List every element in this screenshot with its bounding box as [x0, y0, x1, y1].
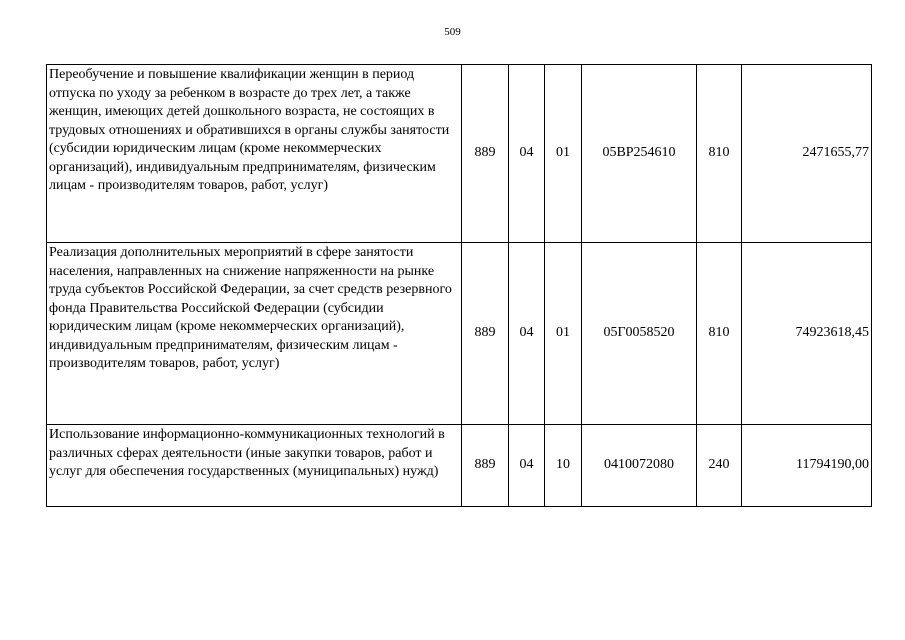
expense-type-code: 810 — [697, 65, 742, 243]
subsection-code: 10 — [545, 425, 582, 507]
page-number: 509 — [444, 26, 461, 38]
amount: 11794190,00 — [742, 425, 872, 507]
budget-table — [46, 64, 872, 507]
row-description: Использование информационно-коммуникационных технологий в различных сферах деятельности (иные закупки товаров, работ и услуг для обеспечения государственных (муниципальных) нужд) — [47, 425, 462, 507]
section-code: 04 — [509, 243, 545, 425]
target-article-code: 0410072080 — [582, 425, 697, 507]
row-description: Переобучение и повышение квалификации женщин в период отпуска по уходу за ребенком в возрасте до трех лет, а также женщин, имеющих детей дошкольного возраста, не состоящих в трудовых отношениях и обратившихся в органы службы занятости (субсидии юридическим лицам (кроме некоммерческих организаций), индивидуальным предпринимателям, физическим лицам - производителям товаров, работ, услуг) — [47, 65, 462, 243]
subsection-code: 01 — [545, 65, 582, 243]
target-article-code: 05Г0058520 — [582, 243, 697, 425]
expense-type-code: 810 — [697, 243, 742, 425]
table-row — [47, 243, 872, 425]
amount: 74923618,45 — [742, 243, 872, 425]
ministry-code: 889 — [462, 65, 509, 243]
section-code: 04 — [509, 425, 545, 507]
table-row — [47, 425, 872, 507]
table-row — [47, 65, 872, 243]
ministry-code: 889 — [462, 243, 509, 425]
amount: 2471655,77 — [742, 65, 872, 243]
section-code: 04 — [509, 65, 545, 243]
ministry-code: 889 — [462, 425, 509, 507]
expense-type-code: 240 — [697, 425, 742, 507]
row-description: Реализация дополнительных мероприятий в сфере занятости населения, направленных на снижение напряженности на рынке труда субъектов Российской Федерации, за счет средств резервного фонда Правительства Российской Федерации (субсидии юридическим лицам (кроме некоммерческих организаций), индивидуальным предпринимателям, физическим лицам - производителям товаров, работ, услуг) — [47, 243, 462, 425]
target-article-code: 05ВР254610 — [582, 65, 697, 243]
subsection-code: 01 — [545, 243, 582, 425]
